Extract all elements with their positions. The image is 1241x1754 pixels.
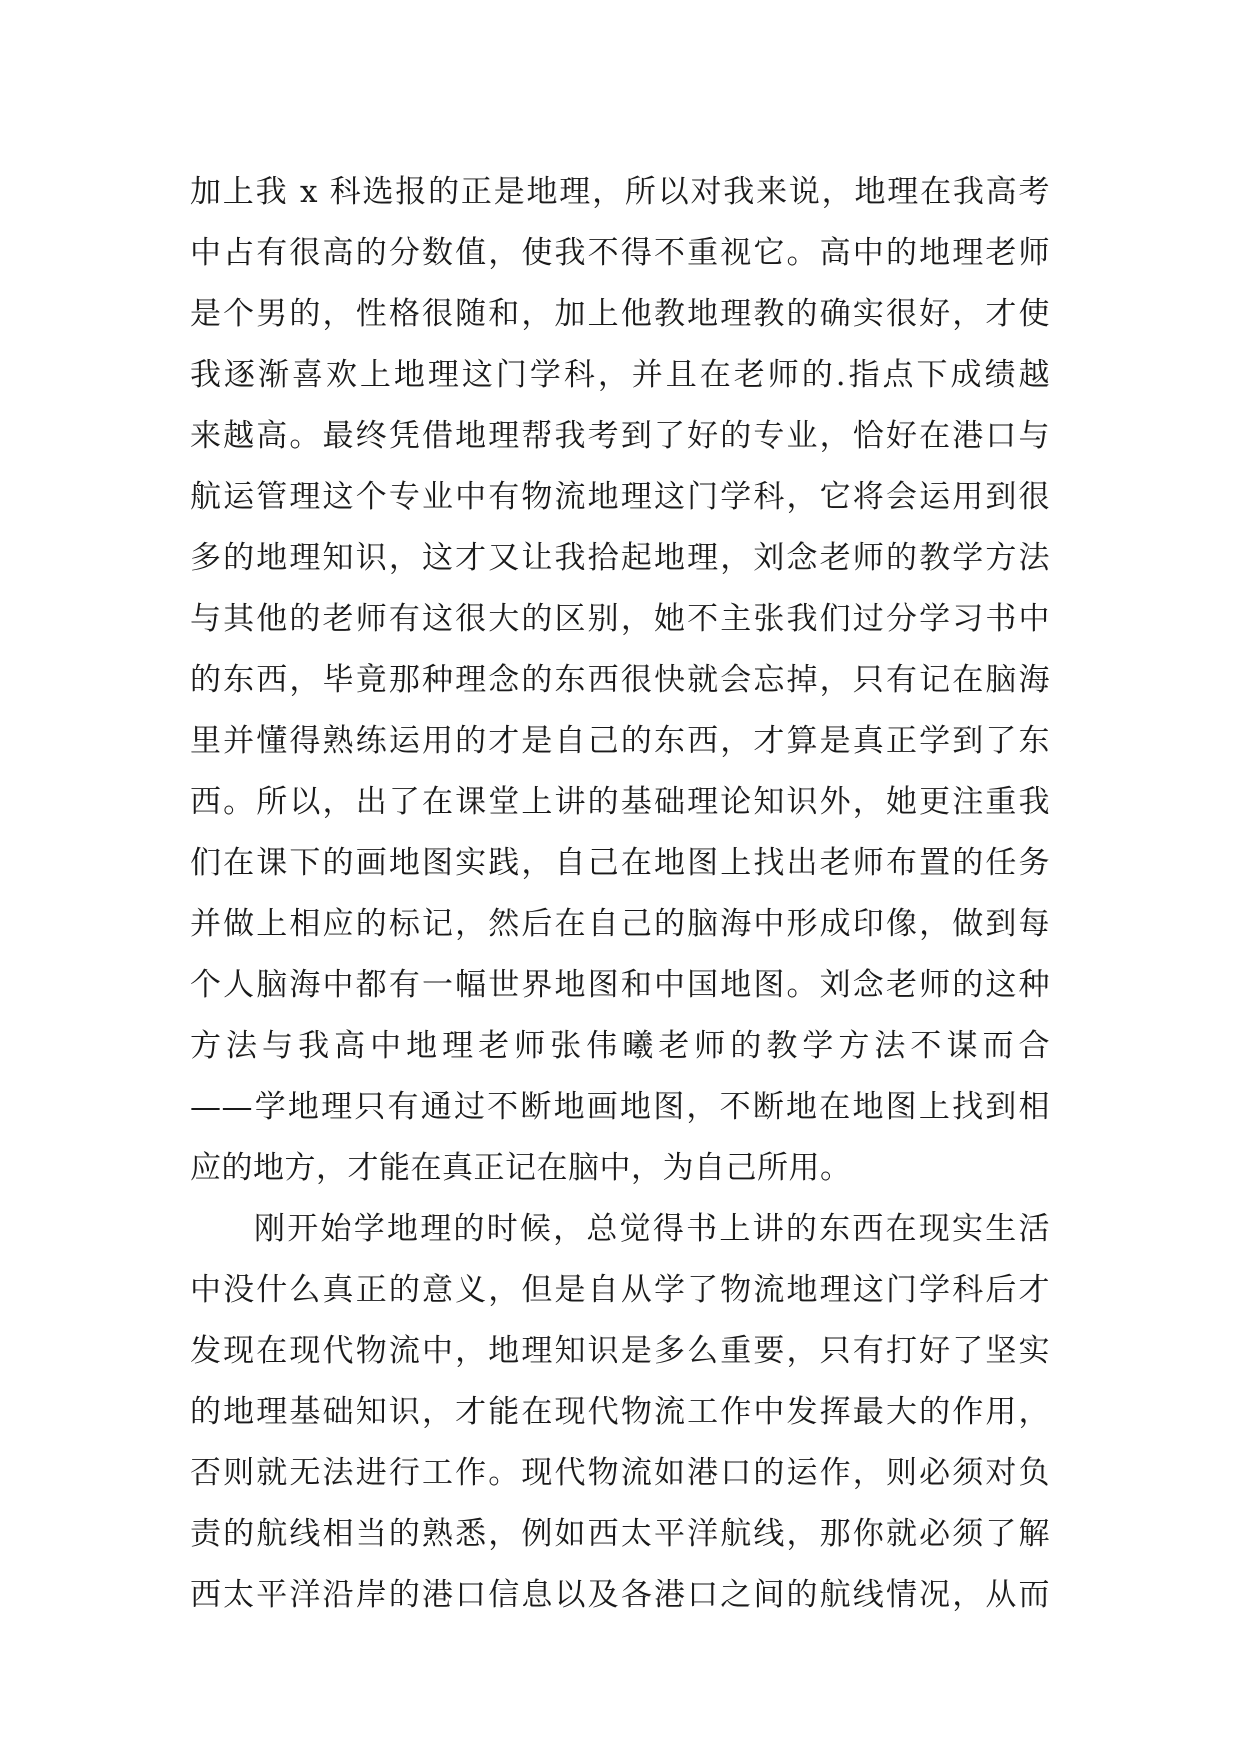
text-line: 的东西，毕竟那种理念的东西很快就会忘掉，只有记在脑海 bbox=[190, 662, 1050, 698]
paragraph-end-line: 应的地方，才能在真正记在脑中，为自己所用。 bbox=[190, 1150, 852, 1186]
paragraph-start-line: 刚开始学地理的时候，总觉得书上讲的东西在现实生活 bbox=[254, 1211, 1050, 1247]
text-line: 我逐渐喜欢上地理这门学科，并且在老师的.指点下成绩越 bbox=[190, 357, 1050, 393]
text-line: 们在课下的画地图实践，自己在地图上找出老师布置的任务 bbox=[190, 845, 1050, 881]
body-text bbox=[190, 162, 1050, 1626]
text-line: 多的地理知识，这才又让我拾起地理，刘念老师的教学方法 bbox=[190, 540, 1050, 576]
text-line: 是个男的，性格很随和，加上他教地理教的确实很好，才使 bbox=[190, 296, 1050, 332]
text-line: 里并懂得熟练运用的才是自己的东西，才算是真正学到了东 bbox=[190, 723, 1050, 759]
text-line: 来越高。最终凭借地理帮我考到了好的专业，恰好在港口与 bbox=[190, 418, 1050, 454]
text-line: 与其他的老师有这很大的区别，她不主张我们过分学习书中 bbox=[190, 601, 1050, 637]
text-line: 否则就无法进行工作。现代物流如港口的运作，则必须对负 bbox=[190, 1455, 1050, 1491]
text-line: 航运管理这个专业中有物流地理这门学科，它将会运用到很 bbox=[190, 479, 1050, 515]
text-line: 方法与我高中地理老师张伟曦老师的教学方法不谋而合 bbox=[190, 1028, 1050, 1064]
text-line: 个人脑海中都有一幅世界地图和中国地图。刘念老师的这种 bbox=[190, 967, 1050, 1003]
text-line: 责的航线相当的熟悉，例如西太平洋航线，那你就必须了解 bbox=[190, 1516, 1050, 1552]
text-line: 西太平洋沿岸的港口信息以及各港口之间的航线情况，从而 bbox=[190, 1577, 1050, 1613]
text-line: ——学地理只有通过不断地画地图，不断地在地图上找到相 bbox=[190, 1089, 1050, 1125]
text-line: 中占有很高的分数值，使我不得不重视它。高中的地理老师 bbox=[190, 235, 1050, 271]
text-line: 并做上相应的标记，然后在自己的脑海中形成印像，做到每 bbox=[190, 906, 1050, 942]
text-line: 加上我 x 科选报的正是地理，所以对我来说，地理在我高考 bbox=[190, 174, 1050, 210]
text-line: 中没什么真正的意义，但是自从学了物流地理这门学科后才 bbox=[190, 1272, 1050, 1308]
text-line: 发现在现代物流中，地理知识是多么重要，只有打好了坚实 bbox=[190, 1333, 1050, 1369]
text-line: 的地理基础知识，才能在现代物流工作中发挥最大的作用， bbox=[190, 1394, 1050, 1430]
text-line: 西。所以，出了在课堂上讲的基础理论知识外，她更注重我 bbox=[190, 784, 1050, 820]
